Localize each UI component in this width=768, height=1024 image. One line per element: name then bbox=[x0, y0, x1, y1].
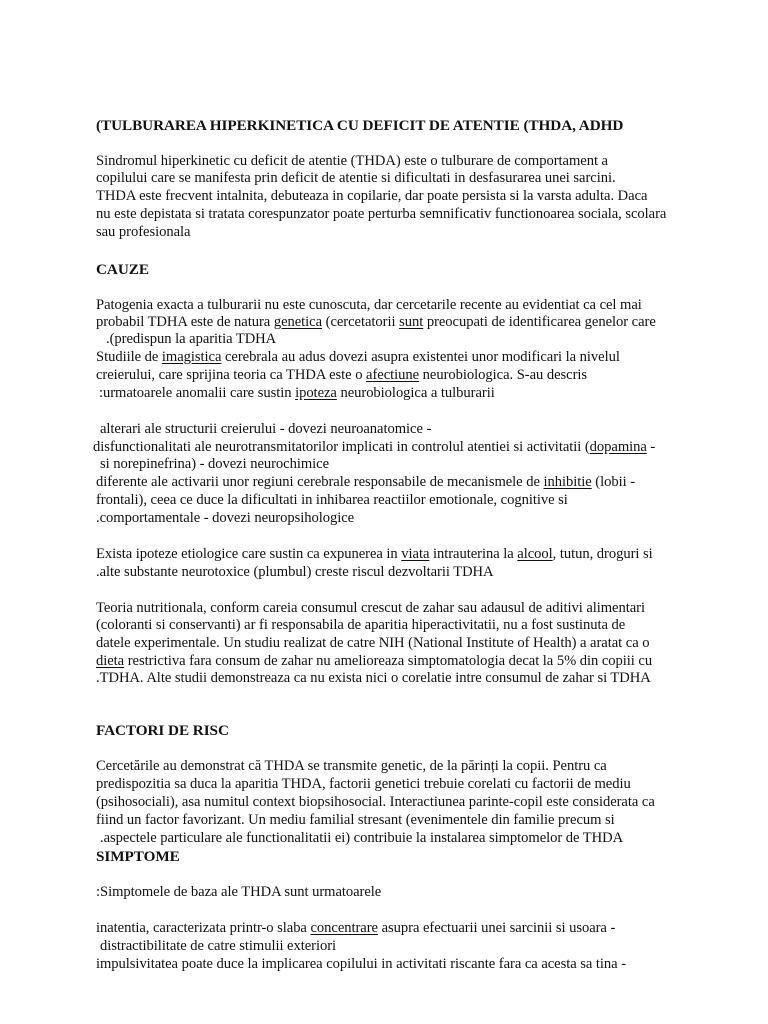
nutritie-line: Teoria nutritionala, conform careia consumul crescut de zahar sau adausul de aditivi alimentari bbox=[96, 600, 645, 616]
nutritie-line: dieta restrictiva fara consum de zahar nu amelioreaza simptomatologia decat la 5% din copiii cu bbox=[96, 653, 653, 669]
cauze-line: Patogenia exacta a tulburarii nu este cunoscuta, dar cercetarile recente au evidentiat ca cel mai bbox=[96, 297, 642, 313]
nutritie-line: .TDHA. Alte studii demonstreaza ca nu exista nici o corelatie intre consumul de zahar si TDHA bbox=[96, 670, 651, 686]
nutritie-line: (coloranti si conservanti) ar fi responsabila de aparitia hiperactivitatii, nu a fost sustinuta de bbox=[96, 617, 626, 633]
link-sunt[interactable]: sunt bbox=[399, 314, 424, 330]
intro-line: Sindromul hiperkinetic cu deficit de atentie (THDA) este o tulburare de comportament a bbox=[96, 153, 608, 169]
ipoteze-line: Exista ipoteze etiologice care sustin ca expunerea in viata intrauterina la alcool, tutun, droguri si bbox=[96, 546, 653, 562]
cauze-line: :urmatoarele anomalii care sustin ipoteza neurobiologica a tulburarii bbox=[99, 385, 495, 401]
intro-line: THDA este frecvent intalnita, debuteaza in copilarie, dar poate persista si la varsta adulta. Daca bbox=[96, 188, 648, 204]
anomaly-item: alterari ale structurii creierului - dovezi neuroanatomice - bbox=[100, 421, 432, 437]
intro-line: sau profesionala bbox=[96, 224, 191, 240]
cauze-line: probabil TDHA este de natura genetica (cercetatorii sunt preocupati de identificarea genelor care bbox=[96, 314, 656, 330]
cauze-line: .(predispun la aparitia TDHA bbox=[106, 331, 277, 347]
link-ipoteza[interactable]: ipoteza bbox=[295, 385, 337, 401]
link-inhibitie[interactable]: inhibitie bbox=[543, 474, 592, 490]
risc-line: .aspectele particulare ale functionalitatii ei) contribuie la instalarea simptomelor de THDA bbox=[100, 830, 624, 846]
symptom-item: inatentia, caracterizata printr-o slaba concentrare asupra efectuarii unei sarcinii si usoara - bbox=[96, 920, 616, 936]
risc-line: Cercetările au demonstrat că THDA se transmite genetic, de la părinți la copii. Pentru ca bbox=[96, 758, 607, 774]
heading-simptome: SIMPTOME bbox=[96, 848, 180, 865]
link-viata[interactable]: viata bbox=[401, 546, 430, 562]
intro-line: nu este depistata si tratata corespunzator poate perturba semnificativ functionoarea sociala, scolara bbox=[96, 206, 667, 222]
risc-line: fiind un factor favorizant. Un mediu familial stresant (evenimentele din familie precum si bbox=[96, 812, 615, 828]
link-imagistica[interactable]: imagistica bbox=[161, 349, 222, 365]
anomaly-item: frontali), ceea ce duce la dificultati in inhibarea reactiilor emotionale, cognitive si bbox=[96, 492, 568, 508]
heading-factori-de-risc: FACTORI DE RISC bbox=[96, 722, 229, 739]
symptom-item: impulsivitatea poate duce la implicarea copilului in activitati riscante fara ca acesta sa tina - bbox=[96, 956, 627, 972]
link-concentrare[interactable]: concentrare bbox=[310, 920, 378, 936]
symptom-item: distractibilitate de catre stimulii exteriori bbox=[100, 938, 337, 954]
link-afectiune[interactable]: afectiune bbox=[366, 367, 420, 383]
link-genetica[interactable]: genetica bbox=[273, 314, 323, 330]
link-alcool[interactable]: alcool bbox=[517, 546, 553, 562]
cauze-line: Studiile de imagistica cerebrala au adus dovezi asupra existentei unor modificari la nivelul bbox=[96, 349, 620, 365]
anomaly-item: disfunctionalitati ale neurotransmitatorilor implicati in controlul atentiei si activitatii (dopamina - bbox=[93, 439, 656, 455]
risc-line: (psihosociali), asa numitul context biopsihosocial. Interactiunea parinte-copil este considerata ca bbox=[96, 794, 655, 810]
link-dieta[interactable]: dieta bbox=[96, 653, 125, 669]
risc-line: predispozitia sa duca la aparitia THDA, factorii genetici trebuie corelati cu factorii de mediu bbox=[96, 776, 631, 792]
anomaly-item: .comportamentale - dovezi neuropsihologice bbox=[96, 510, 355, 526]
document-title: (TULBURAREA HIPERKINETICA CU DEFICIT DE ATENTIE (THDA, ADHD bbox=[96, 117, 624, 134]
cauze-line: creierului, care sprijina teoria ca THDA este o afectiune neurobiologica. S-au descris bbox=[96, 367, 588, 383]
simptome-intro: :Simptomele de baza ale THDA sunt urmatoarele bbox=[96, 884, 382, 900]
nutritie-line: datele experimentale. Un studiu realizat de catre NIH (National Institute of Health) a aratat ca o bbox=[96, 635, 650, 651]
intro-line: copilului care se manifesta prin deficit de atentie si dificultati in desfasurarea unei sarcini. bbox=[96, 170, 616, 186]
anomaly-item: si norepinefrina) - dovezi neurochimice bbox=[100, 456, 330, 472]
link-dopamina[interactable]: dopamina bbox=[589, 439, 647, 455]
ipoteze-line: .alte substante neurotoxice (plumbul) creste riscul dezvoltarii TDHA bbox=[96, 564, 494, 580]
heading-cauze: CAUZE bbox=[96, 261, 149, 278]
anomaly-item: diferente ale activarii unor regiuni cerebrale responsabile de mecanismele de inhibitie (lobii - bbox=[96, 474, 636, 490]
